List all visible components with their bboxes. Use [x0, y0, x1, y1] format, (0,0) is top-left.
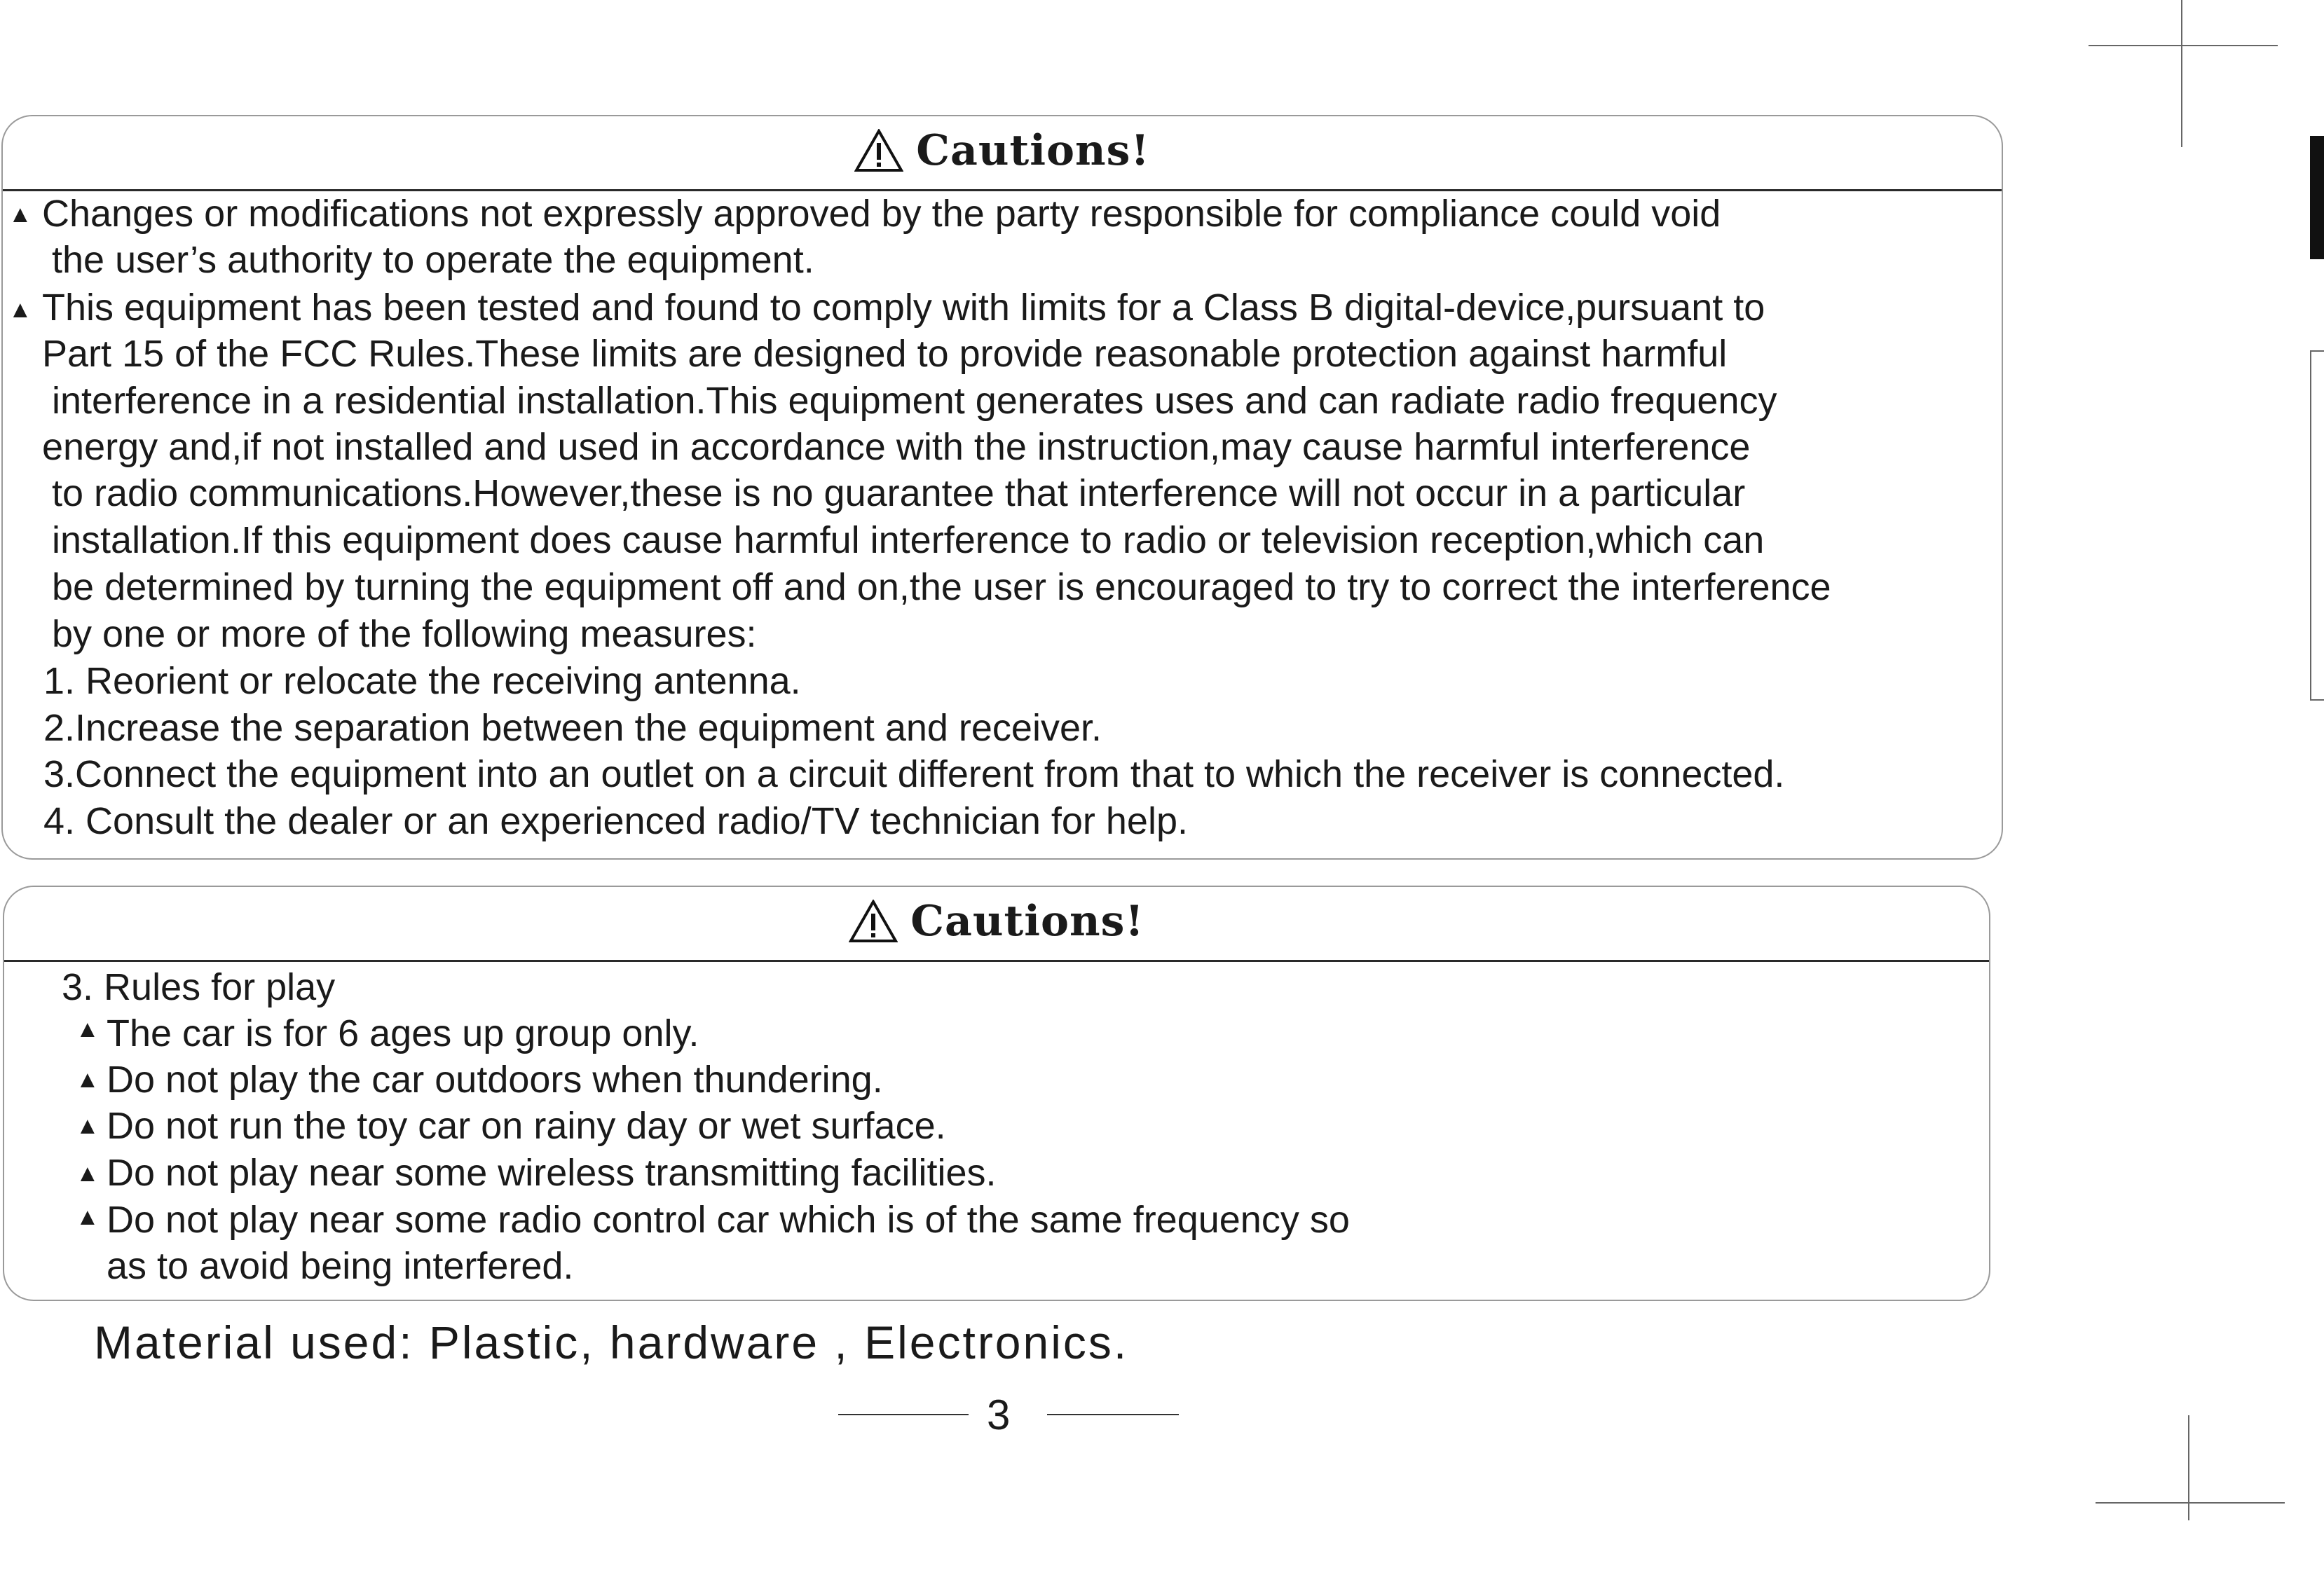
- caution-line: the user’s authority to operate the equipment.: [52, 239, 814, 281]
- fcc-cautions-header: [3, 116, 2002, 191]
- caution-line: be determined by turning the equipment off and on,the user is encouraged to try to correct the interference: [52, 566, 1831, 608]
- rules-cautions-title: Cautions!: [910, 897, 1144, 946]
- edge-block: [2310, 136, 2324, 259]
- triangle-bullet-icon: ▲: [76, 1204, 100, 1230]
- triangle-bullet-icon: ▲: [76, 1160, 100, 1187]
- measure-item: 1. Reorient or relocate the receiving antenna.: [43, 660, 801, 702]
- warning-triangle-icon: [854, 129, 903, 172]
- triangle-bullet-icon: ▲: [8, 201, 32, 228]
- crop-mark: [2089, 45, 2278, 46]
- material-used-text: Material used: Plastic, hardware , Electronics.: [94, 1316, 1129, 1368]
- rules-cautions-header: [4, 887, 1989, 962]
- rule-item: as to avoid being interfered.: [107, 1245, 574, 1287]
- rule-item: Do not run the toy car on rainy day or wet surface.: [107, 1105, 946, 1147]
- crop-mark: [2181, 0, 2182, 147]
- edge-frame: [2310, 350, 2311, 701]
- caution-line: Part 15 of the FCC Rules.These limits are designed to provide reasonable protection against harmful: [42, 333, 1728, 375]
- crop-mark: [2096, 1502, 2285, 1504]
- measure-item: 2.Increase the separation between the equipment and receiver.: [43, 707, 1102, 749]
- triangle-bullet-icon: ▲: [76, 1016, 100, 1043]
- warning-triangle-icon: [849, 900, 898, 943]
- edge-frame: [2310, 699, 2324, 701]
- page-number-rule-left: [838, 1414, 969, 1415]
- rule-item: The car is for 6 ages up group only.: [107, 1012, 699, 1054]
- edge-frame: [2310, 350, 2324, 352]
- caution-line: Changes or modifications not expressly approved by the party responsible for compliance could void: [42, 193, 1721, 235]
- rule-item: Do not play the car outdoors when thundering.: [107, 1059, 883, 1101]
- triangle-bullet-icon: ▲: [8, 296, 32, 323]
- fcc-cautions-title-group: [854, 126, 1150, 175]
- rule-item: Do not play near some radio control car which is of the same frequency so: [107, 1199, 1350, 1241]
- caution-line: to radio communications.However,these is no guarantee that interference will not occur in a particular: [52, 472, 1746, 514]
- triangle-bullet-icon: ▲: [76, 1066, 100, 1093]
- caution-line: energy and,if not installed and used in accordance with the instruction,may cause harmful interference: [42, 426, 1751, 468]
- measure-item: 4. Consult the dealer or an experienced radio/TV technician for help.: [43, 800, 1188, 842]
- crop-mark: [2188, 1415, 2189, 1520]
- rules-heading: 3. Rules for play: [62, 966, 336, 1008]
- triangle-bullet-icon: ▲: [76, 1113, 100, 1139]
- caution-line: This equipment has been tested and found to comply with limits for a Class B digital-device,pursuant to: [42, 287, 1765, 329]
- measure-item: 3.Connect the equipment into an outlet on a circuit different from that to which the receiver is connected.: [43, 753, 1785, 795]
- caution-line: interference in a residential installation.This equipment generates uses and can radiate radio frequency: [52, 380, 1777, 422]
- caution-line: installation.If this equipment does cause harmful interference to radio or television reception,which can: [52, 519, 1765, 561]
- rule-item: Do not play near some wireless transmitting facilities.: [107, 1152, 997, 1194]
- page-number-rule-right: [1047, 1414, 1179, 1415]
- page-number: 3: [987, 1391, 1011, 1438]
- rules-cautions-title-group: [849, 897, 1144, 946]
- fcc-cautions-title: Cautions!: [916, 126, 1150, 175]
- caution-line: by one or more of the following measures:: [52, 613, 757, 655]
